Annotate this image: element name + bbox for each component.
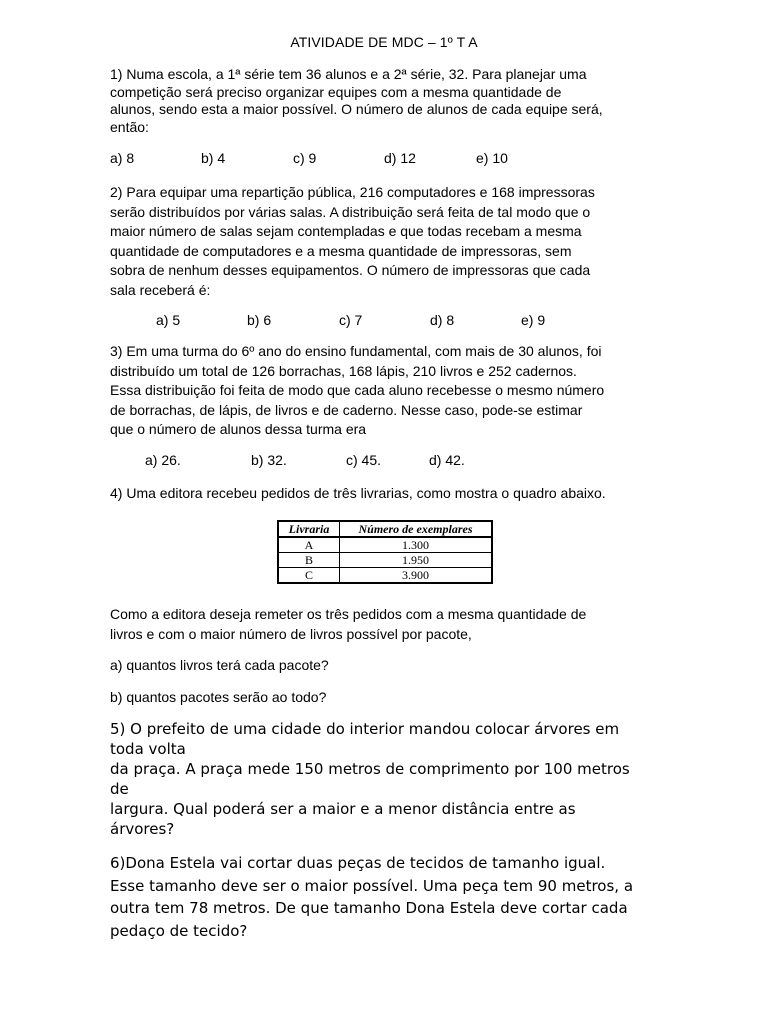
question-2-line: quantidade de computadores e a mesma quantidade de impressoras, sem xyxy=(110,242,572,259)
table-row xyxy=(278,553,492,568)
table-cell: 1.300 xyxy=(340,537,493,553)
question-1-line: competição será preciso organizar equipes com a mesma quantidade de xyxy=(110,83,562,100)
question-5-line: da praça. A praça mede 150 metros de comprimento por 100 metros xyxy=(110,760,630,778)
question-4-intro-line: 4) Uma editora recebeu pedidos de três livrarias, como mostra o quadro abaixo. xyxy=(110,485,606,501)
question-3-text xyxy=(110,342,670,440)
table-header-row xyxy=(278,521,492,537)
question-1-line: 1) Numa escola, a 1ª série tem 36 alunos e a 2ª série, 32. Para planejar uma xyxy=(110,66,587,82)
question-3-line: que o número de alunos dessa turma era xyxy=(110,421,367,437)
option-a: a) 8 xyxy=(110,150,135,166)
option-c: c) 9 xyxy=(293,150,317,166)
question-3-line: 3) Em uma turma do 6º ano do ensino fundamental, com mais de 30 alunos, foi xyxy=(110,343,602,359)
option-b: b) 32. xyxy=(251,452,287,468)
question-1-line: alunos, sendo esta a maior possível. O número de alunos de cada equipe será, xyxy=(110,101,603,117)
page-title: ATIVIDADE DE MDC – 1º T A xyxy=(290,34,478,50)
question-5-line: largura. Qual poderá ser a maior e a menor distância entre as xyxy=(110,800,576,818)
question-5-line: árvores? xyxy=(110,820,175,838)
table-row xyxy=(278,537,492,553)
table-cell: 3.900 xyxy=(340,568,493,584)
column-header-exemplares: Número de exemplares xyxy=(340,521,493,537)
question-2-line: sala receberá é: xyxy=(110,281,211,298)
option-b: b) 4 xyxy=(201,150,226,166)
option-e: e) 10 xyxy=(476,150,508,166)
question-1-text xyxy=(110,66,670,136)
option-d: d) 42. xyxy=(429,452,465,468)
question-2-line: sobra de nenhum desses equipamentos. O número de impressoras que cada xyxy=(110,262,591,278)
question-5-line: 5) O prefeito de uma cidade do interior mandou colocar árvores em xyxy=(110,720,620,738)
option-c: c) 45. xyxy=(346,452,382,468)
table-cell: C xyxy=(278,568,340,584)
question-6-text xyxy=(110,852,670,942)
option-c: c) 7 xyxy=(339,312,363,328)
table-cell: A xyxy=(278,537,340,553)
question-1-line: então: xyxy=(110,118,149,135)
question-4-part-a-line: a) quantos livros terá cada pacote? xyxy=(110,657,329,673)
question-4-text xyxy=(110,605,670,644)
option-a: a) 26. xyxy=(145,452,181,468)
question-4-part-b-line: b) quantos pacotes serão ao todo? xyxy=(110,689,327,705)
orders-table xyxy=(277,520,493,584)
question-4-intro xyxy=(110,484,670,504)
question-4-line: Como a editora deseja remeter os três pedidos com a mesma quantidade de xyxy=(110,606,587,622)
question-3-line: distribuído um total de 126 borrachas, 168 lápis, 210 livros e 252 cadernos. xyxy=(110,362,577,379)
question-4-part-b xyxy=(110,688,670,708)
table-cell: 1.950 xyxy=(340,553,493,568)
question-2-text xyxy=(110,183,670,300)
option-a: a) 5 xyxy=(156,312,181,328)
question-2-line: serão distribuídos por várias salas. A distribuição será feita de tal modo que o xyxy=(110,203,591,220)
option-b: b) 6 xyxy=(247,312,272,328)
table-cell: B xyxy=(278,553,340,568)
question-5-line: toda volta xyxy=(110,740,186,758)
question-2-line: maior número de salas sejam contempladas e que todas recebam a mesma xyxy=(110,223,582,239)
question-5-line: de xyxy=(110,780,129,798)
question-6-line: 6)Dona Estela vai cortar duas peças de tecidos de tamanho igual. xyxy=(110,854,606,872)
question-4-part-a xyxy=(110,656,670,676)
question-3-line: Essa distribuição foi feita de modo que cada aluno recebesse o mesmo número xyxy=(110,382,605,398)
table-row xyxy=(278,568,492,584)
option-d: d) 12 xyxy=(384,150,416,166)
question-6-line: pedaço de tecido? xyxy=(110,921,248,940)
option-d: d) 8 xyxy=(430,312,455,328)
question-2-line: 2) Para equipar uma repartição pública, 216 computadores e 168 impressoras xyxy=(110,184,595,200)
question-6-line: Esse tamanho deve ser o maior possível. Uma peça tem 90 metros, a xyxy=(110,876,634,895)
question-3-line: de borrachas, de lápis, de livros e de caderno. Nesse caso, pode-se estimar xyxy=(110,401,583,418)
column-header-livraria: Livraria xyxy=(278,521,340,537)
question-5-text xyxy=(110,719,670,839)
question-6-line: outra tem 78 metros. De que tamanho Dona Estela deve cortar cada xyxy=(110,899,628,917)
question-4-line: livros e com o maior número de livros possível por pacote, xyxy=(110,625,472,642)
option-e: e) 9 xyxy=(521,312,546,328)
